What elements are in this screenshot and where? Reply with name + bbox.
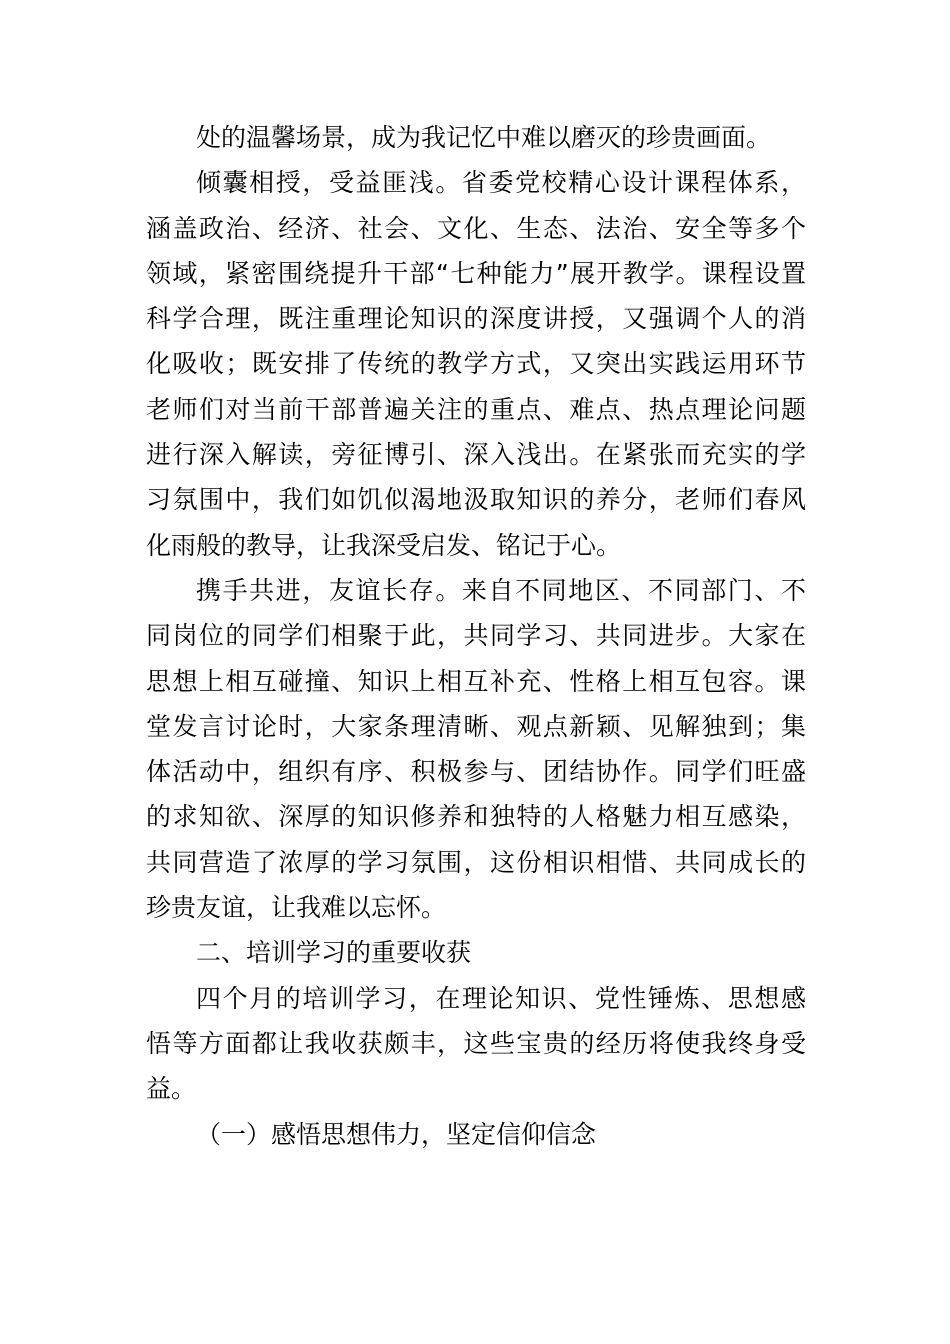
text-line: 携手共进，友谊长存。来自不同地区、不同部门、不 [196,575,806,605]
text-line: 悟等方面都让我收获颇丰，这些宝贵的经历将使我终身受 [146,1028,806,1058]
text-line: 同岗位的同学们相聚于此，共同学习、共同进步。大家在 [146,621,806,651]
text-line: 的求知欲、深厚的知识修养和独特的人格魅力相互感染， [146,802,806,832]
text-line: 堂发言讨论时，大家条理清晰、观点新颖、见解独到；集 [146,711,806,741]
text-line: 思想上相互碰撞、知识上相互补充、性格上相互包容。课 [146,666,806,696]
paragraph-gains [146,976,806,1112]
paragraph-friendship [146,568,806,930]
text-line: 处的温馨场景，成为我记忆中难以磨灭的珍贵画面。 [196,123,772,152]
text-line: 珍贵友谊，让我难以忘怀。 [146,893,447,923]
text-line: 领域，紧密围绕提升干部“七种能力”展开教学。课程设置 [146,258,806,288]
section-heading-2 [146,930,806,975]
text-line: 益。 [146,1074,197,1104]
text-line: 倾囊相授，受益匪浅。省委党校精心设计课程体系， [196,168,806,198]
text-line: 老师们对当前干部普遍关注的重点、难点、热点理论问题 [146,394,806,424]
text-line: 涵盖政治、经济、社会、文化、生态、法治、安全等多个 [146,213,806,243]
paragraph-continuation [146,115,806,160]
heading-text: 二、培训学习的重要收获 [196,938,472,968]
text-line: 共同营造了浓厚的学习氛围，这份相识相惜、共同成长的 [146,847,806,877]
text-line: 进行深入解读，旁征博引、深入浅出。在紧张而充实的学 [146,440,806,470]
text-line: 科学合理，既注重理论知识的深度讲授，又强调个人的消 [146,304,806,334]
text-line: 习氛围中，我们如饥似渴地汲取知识的养分，老师们春风 [146,485,806,515]
heading-text: （一）感悟思想伟力，坚定信仰信念 [196,1119,597,1149]
subsection-heading-1 [146,1112,806,1157]
text-line: 化雨般的教导，让我深受启发、铭记于心。 [146,530,622,560]
document-body [146,115,806,1157]
paragraph-teaching [146,160,806,568]
text-line: 化吸收；既安排了传统的教学方式，又突出实践运用环节 [146,349,806,379]
text-line: 四个月的培训学习，在理论知识、党性锤炼、思想感 [196,983,806,1013]
text-line: 体活动中，组织有序、积极参与、团结协作。同学们旺盛 [146,757,806,787]
